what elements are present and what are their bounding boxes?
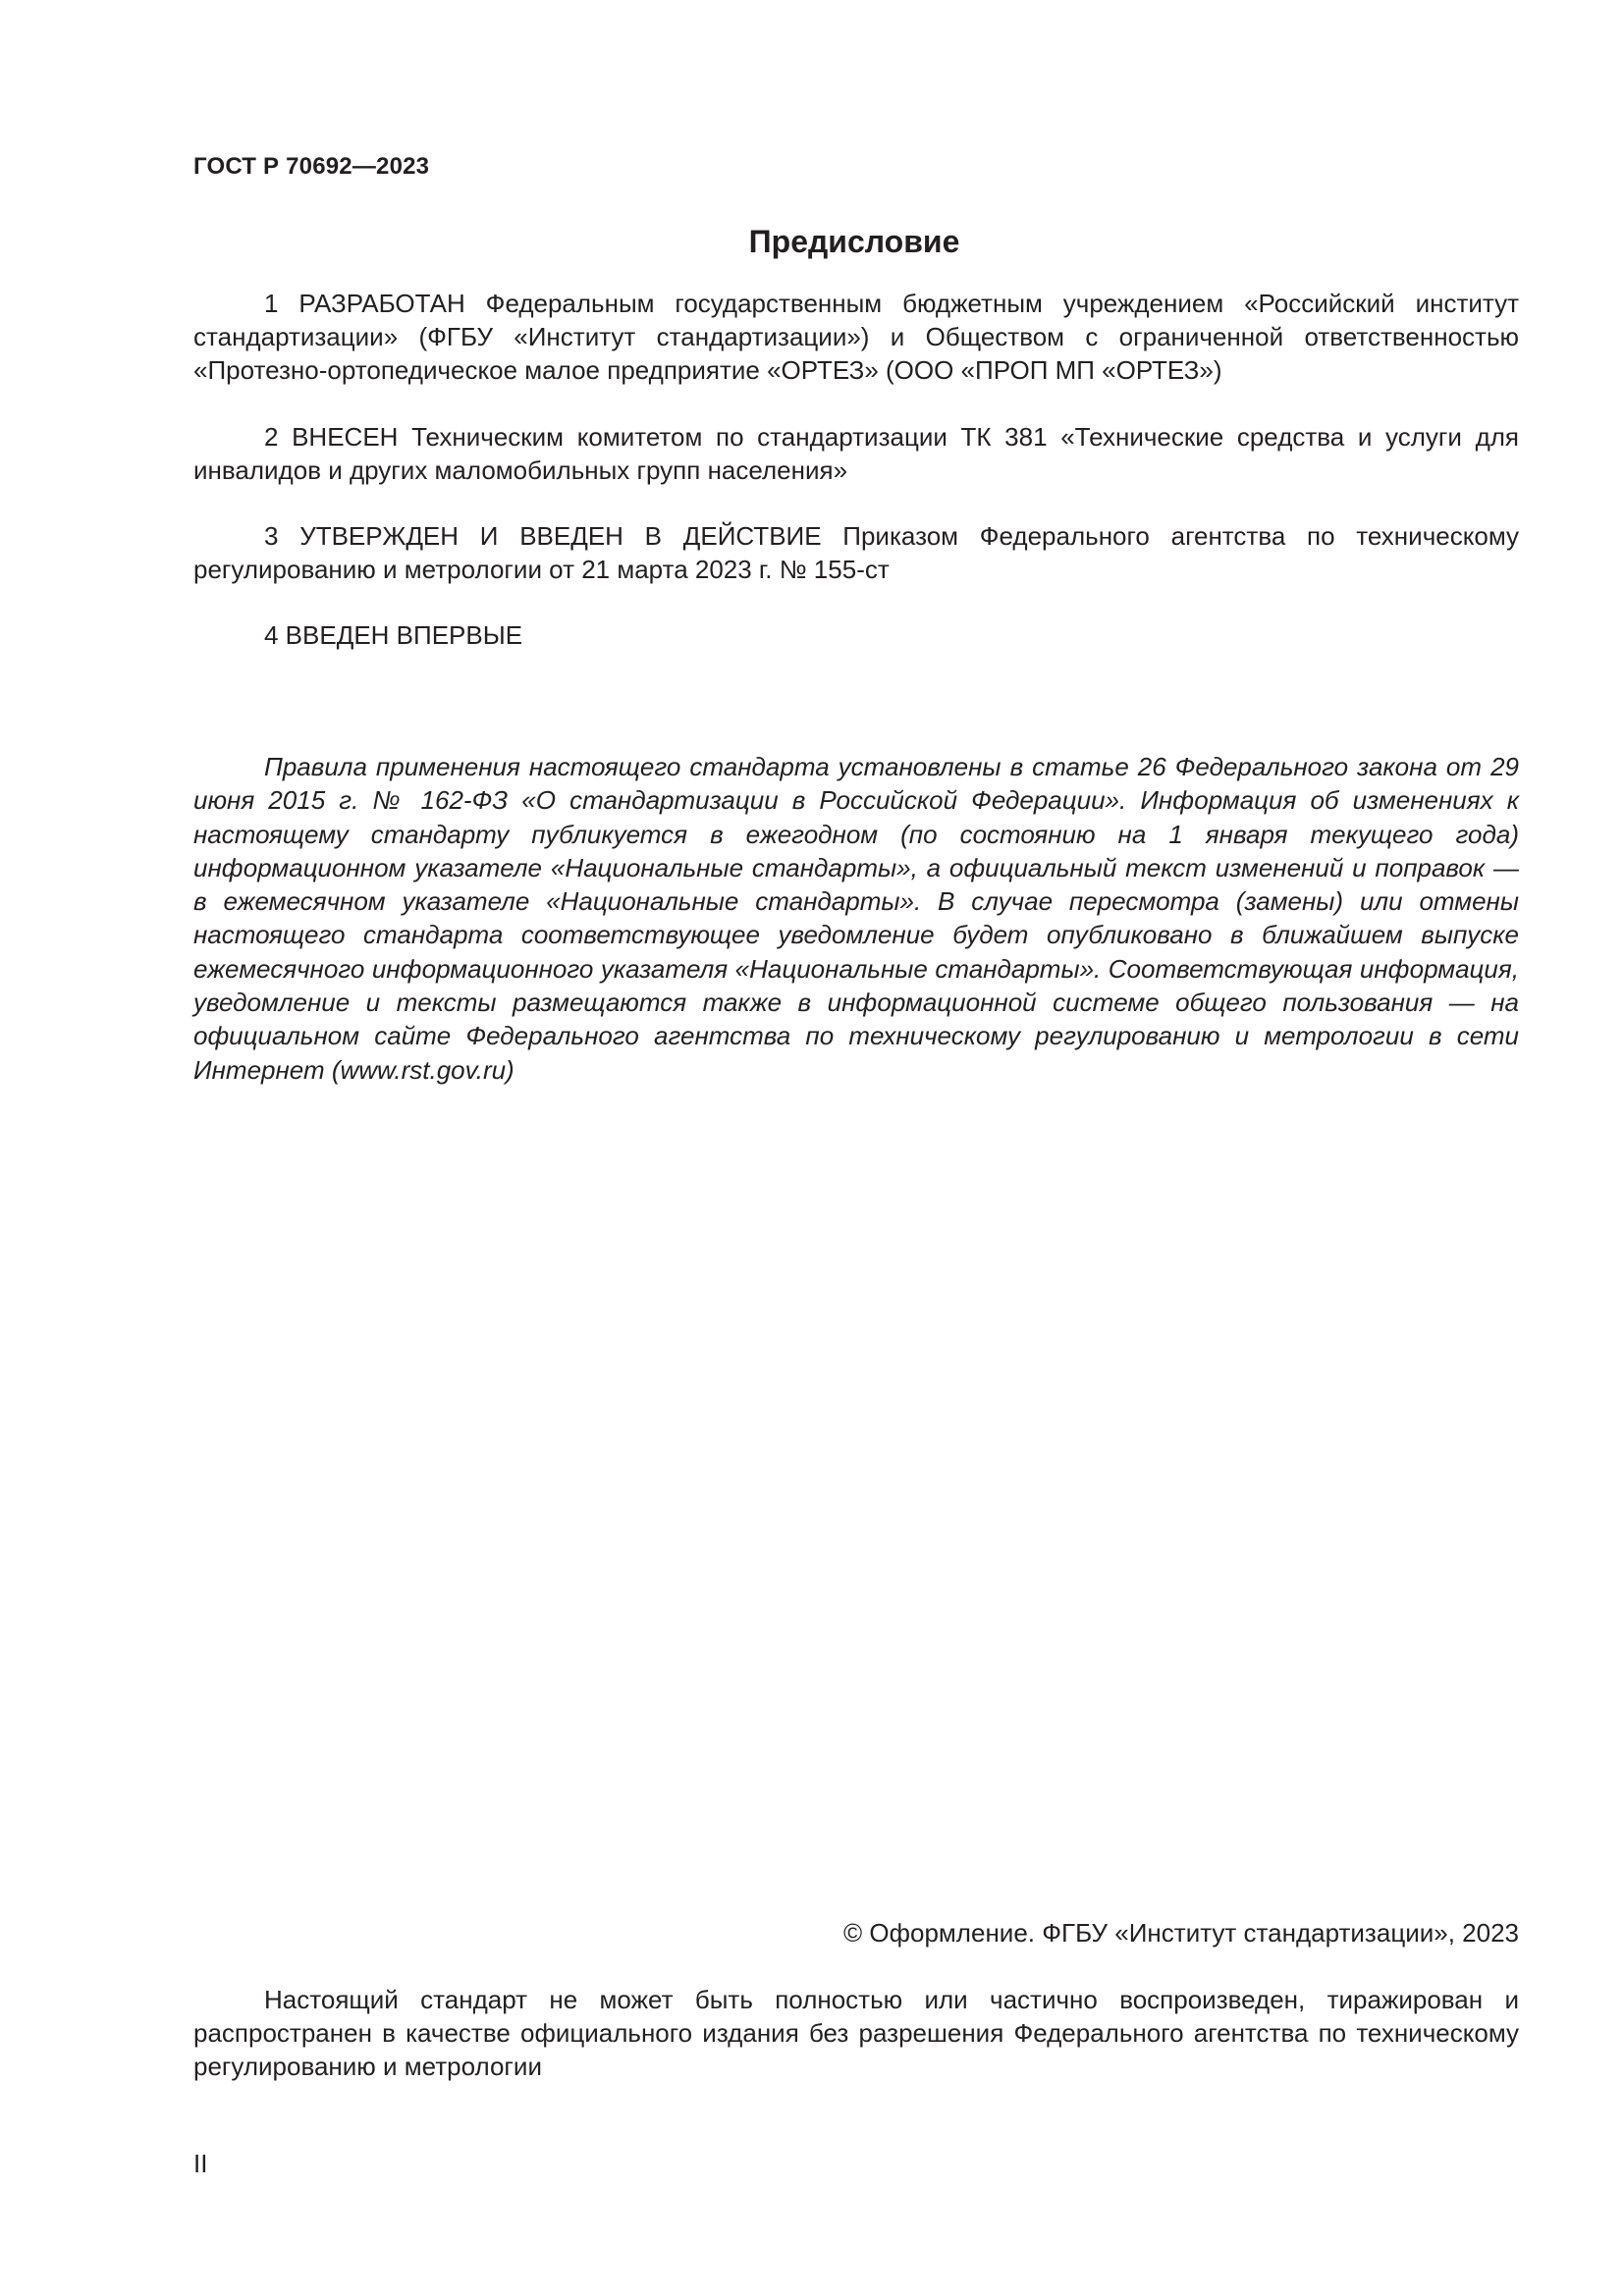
page-number: II <box>193 2149 208 2178</box>
preface-item-2-introduced: 2 ВНЕСЕН Техническим комитетом по стандартизации ТК 381 «Технические средства и услуги для инвалидов и других маломобильных групп населения» <box>193 422 1519 485</box>
reproduction-notice: Настоящий стандарт не может быть полностью или частично воспроизведен, тиражирован и распространен в качестве официального издания без разрешения Федерального агентства по техническому регулированию и метрологии <box>193 1985 1519 2081</box>
application-rules-paragraph: Правила применения настоящего стандарта установлены в статье 26 Федерального закона от 29 июня 2015 г. № 162-ФЗ «О стандартизации в Российской Федерации». Информация об изменениях к настоящему стандарту публикуется в ежегодном (по состоянию на 1 января текущего года) информационном указателе «Национальные стандарты», а официальный текст изменений и поправок — в ежемесячном указателе «Национальные стандарты». В случае пересмотра (замены) или отмены настоящего стандарта соответствующее уведомление будет опубликовано в ближайшем выпуске ежемесячного информационного указателя «Национальные стандарты». Соответствующая информация, уведомление и тексты размещаются также в информационной системе общего пользования — на официальном сайте Федерального агентства по техническому регулированию и метрологии в сети Интернет (www.rst.gov.ru) <box>193 752 1519 1085</box>
preface-item-1-developed: 1 РАЗРАБОТАН Федеральным государственным бюджетным учреждением «Российский институт стандартизации» (ФГБУ «Институт стандартизации») и Обществом с ограниченной ответственностью «Протезно-ортопедическое малое предприятие «ОРТЕЗ» (ООО «ПРОП МП «ОРТЕЗ») <box>193 289 1519 385</box>
preface-item-3-approved: 3 УТВЕРЖДЕН И ВВЕДЕН В ДЕЙСТВИЕ Приказом Федерального агентства по техническому регулированию и метрологии от 21 марта 2023 г. № 155-ст <box>193 521 1519 584</box>
copyright-notice: © Оформление. ФГБУ «Институт стандартизации», 2023 <box>843 1918 1519 1948</box>
preface-item-4-first-introduced: 4 ВВЕДЕН ВПЕРВЫЕ <box>264 620 523 650</box>
preface-title: Предисловие <box>748 224 960 259</box>
document-code-header: ГОСТ Р 70692—2023 <box>193 153 430 180</box>
